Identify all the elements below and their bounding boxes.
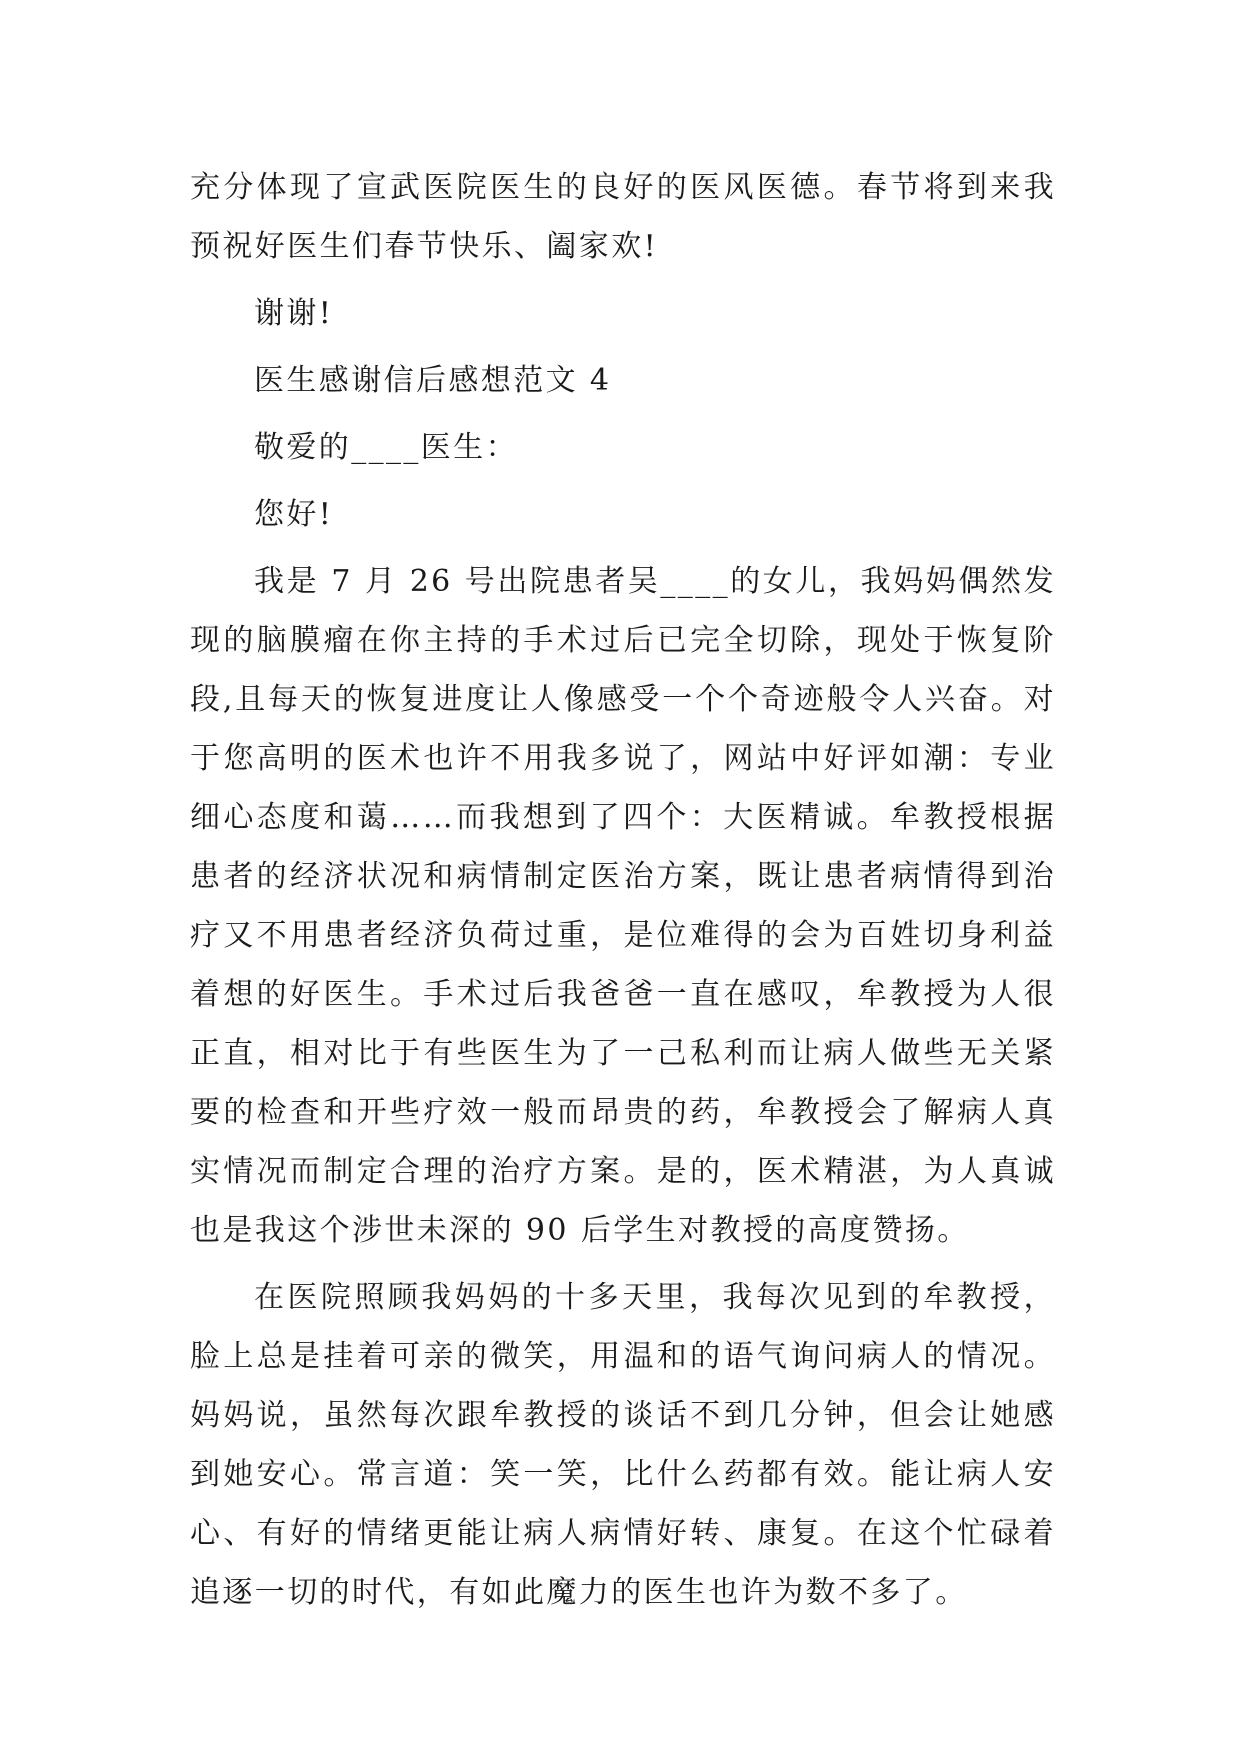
section-heading: 医生感谢信后感想范文 4 bbox=[254, 363, 612, 398]
document-body bbox=[190, 158, 1056, 1622]
paragraph-thanks: 谢谢! bbox=[254, 296, 334, 331]
paragraph-closing-wishes: 充分体现了宣武医院医生的良好的医风医德。春节将到来我预祝好医生们春节快乐、阖家欢! bbox=[190, 170, 1056, 264]
salutation: 敬爱的____医生： bbox=[254, 430, 518, 465]
paragraph-body-1: 我是 7 月 26 号出院患者吴____的女儿，我妈妈偶然发现的脑膜瘤在你主持的手术过后已完全切除，现处于恢复阶段,且每天的恢复进度让人像感受一个个奇迹般令人兴奋。对于您高明的医术也许不用我多说了，网站中好评如潮：专业细心态度和蔼……而我想到了四个：大医精诚。牟教授根据患者的经济状况和病情制定医治方案，既让患者病情得到治疗又不用患者经济负荷过重，是位难得的会为百姓切身利益着想的好医生。手术过后我爸爸一直在感叹，牟教授为人很正直，相对比于有些医生为了一己私利而让病人做些无关紧要的检查和开些疗效一般而昂贵的药，牟教授会了解病人真实情况而制定合理的治疗方案。是的，医术精湛，为人真诚也是我这个涉世未深的 90 后学生对教授的高度赞扬。 bbox=[190, 564, 1056, 1248]
greeting: 您好! bbox=[254, 497, 334, 532]
paragraph-body-2: 在医院照顾我妈妈的十多天里，我每次见到的牟教授，脸上总是挂着可亲的微笑，用温和的语气询问病人的情况。妈妈说，虽然每次跟牟教授的谈话不到几分钟，但会让她感到她安心。常言道：笑一笑，比什么药都有效。能让病人安心、有好的情绪更能让病人病情好转、康复。在这个忙碌着追逐一切的时代，有如此魔力的医生也许为数不多了。 bbox=[190, 1280, 1056, 1610]
